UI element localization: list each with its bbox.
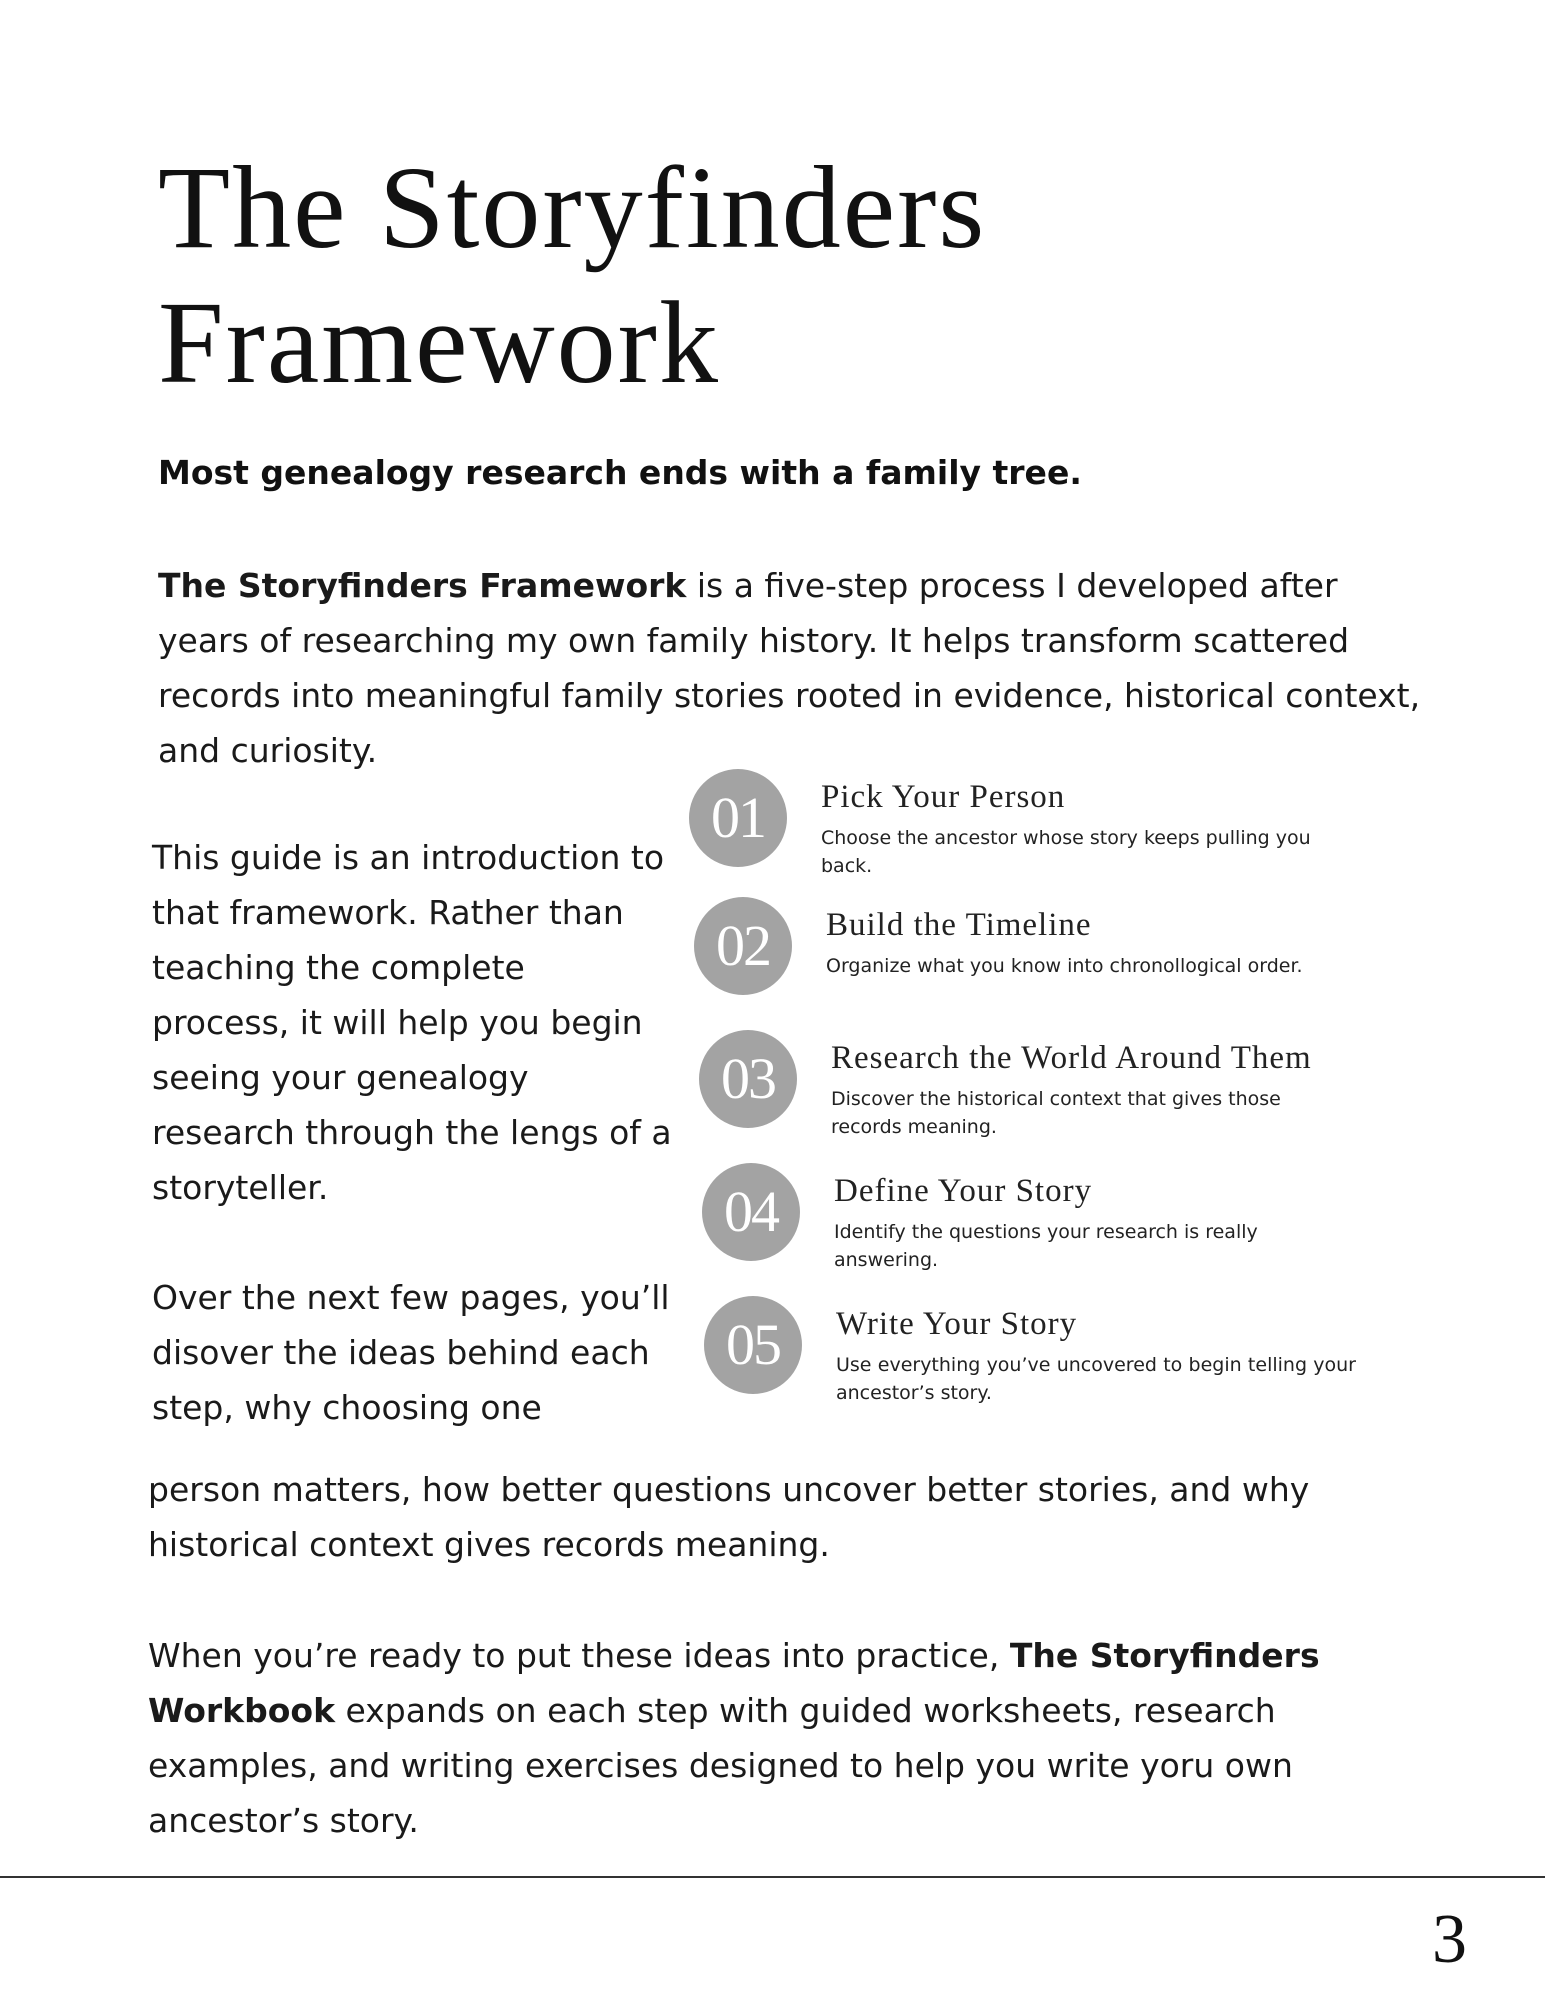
step-number-circle: 05 [704,1296,802,1394]
step-number-circle: 04 [702,1163,800,1261]
intro-text: is a five-step process I developed after years of researching my own family history. It helps transform scattered records into meaningful family stories rooted in evidence, historical context, and curiosity. [158,566,1421,770]
title-line-1: The Storyfinders [158,142,987,273]
intro-paragraph [158,558,1428,778]
intro-bold: The Storyfinders Framework [158,566,687,605]
lead-sentence: Most genealogy research ends with a family tree. [158,453,1082,492]
step-description: Discover the historical context that gives those records meaning. [831,1088,1281,1138]
step-description: Organize what you know into chronollogical order. [826,955,1303,977]
closing-bold: The Storyfinders Workbook [148,1636,1320,1730]
step-description: Identify the questions your research is really answering. [834,1221,1258,1271]
step-title: Research the World Around Them [831,1040,1312,1076]
closing-paragraph [148,1628,1418,1848]
footer-divider [0,1876,1545,1878]
next-pages-paragraph-end: person matters, how better questions uncover better stories, and why historical context gives records meaning. [148,1470,1310,1564]
step-title: Build the Timeline [826,907,1092,943]
step-number-circle: 03 [699,1030,797,1128]
step-description: Choose the ancestor whose story keeps pulling you back. [821,827,1311,877]
closing-text-pre: When you’re ready to put these ideas into practice, [148,1636,1010,1675]
closing-text-post: expands on each step with guided worksheets, research examples, and writing exercises designed to help you write yoru own ancestor’s story. [148,1691,1293,1840]
step-title: Write Your Story [836,1306,1078,1342]
step-number-circle: 01 [689,769,787,867]
page-title [158,140,986,410]
step-title: Pick Your Person [821,779,1066,815]
next-pages-paragraph-start: Over the next few pages, you’ll disover the ideas behind each step, why choosing one [152,1278,670,1427]
title-line-2: Framework [158,277,720,408]
guide-paragraph: This guide is an introduction to that framework. Rather than teaching the complete process, it will help you begin seeing your genealogy research through the lengs of a storyteller. [152,838,672,1207]
page-number: 3 [1432,1901,1467,1978]
step-number-circle: 02 [694,897,792,995]
step-description: Use everything you’ve uncovered to begin telling your ancestor’s story. [836,1354,1356,1404]
step-title: Define Your Story [834,1173,1093,1209]
